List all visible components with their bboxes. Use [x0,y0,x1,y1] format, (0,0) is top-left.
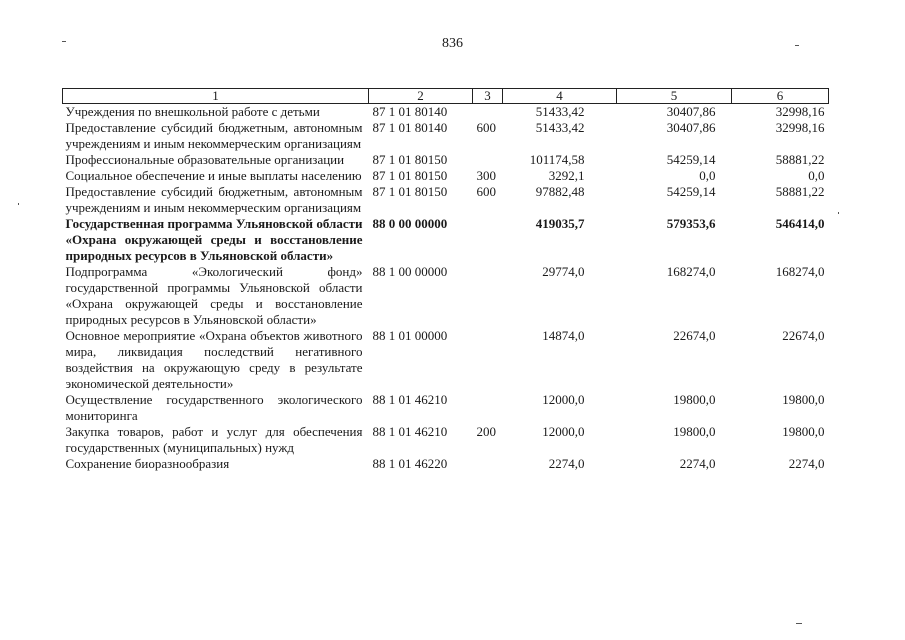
row-expense-type: 300 [476,168,496,183]
scan-speck [838,212,839,214]
row-value-col4: 14874,0 [542,328,585,343]
row-value-col6: 546414,0 [775,216,825,231]
row-name: Закупка товаров, работ и услуг для обеспечения государственных (муниципальных) нужд [65,424,363,455]
row-value-col4: 101174,58 [529,152,585,167]
row-code: 88 1 00 00000 [372,264,448,279]
row-value-col4: 12000,0 [542,392,585,407]
row-value-col4: 51433,42 [535,120,585,135]
row-name: Подпрограмма «Экологический фонд» государственной программы Ульяновской области «Охрана окружающей среды и восстановление природных ресурсов в Ульяновской области» [65,264,363,327]
row-value-col6: 32998,16 [775,120,825,135]
row-expense-type: 200 [476,424,496,439]
header-col-3: 3 [473,89,503,104]
header-col-1: 1 [63,89,369,104]
row-name: Профессиональные образовательные организации [65,152,345,167]
table-row [63,120,829,152]
row-expense-type [473,152,503,168]
row-value-col5: 54259,14 [666,152,716,167]
row-value-col5: 54259,14 [666,184,716,199]
table-row [63,328,829,392]
row-value-col5: 19800,0 [673,424,716,439]
row-expense-type [473,328,503,392]
row-value-col4: 419035,7 [535,216,585,231]
table-row [63,456,829,472]
row-code: 88 1 01 46210 [372,392,448,407]
row-value-col6: 0,0 [808,168,825,183]
row-name: Государственная программа Ульяновской области «Охрана окружающей среды и восстановление природных ресурсов в Ульяновской области» [65,216,363,263]
row-value-col5: 579353,6 [666,216,716,231]
row-value-col5: 2274,0 [679,456,716,471]
table-row [63,216,829,264]
row-value-col5: 30407,86 [666,104,716,119]
row-value-col5: 168274,0 [666,264,716,279]
header-col-6: 6 [732,89,829,104]
row-expense-type [473,264,503,328]
row-value-col4: 12000,0 [542,424,585,439]
row-name: Основное мероприятие «Охрана объектов животного мира, ликвидация последствий негативного воздействия на окружающую среду в результате экономической деятельности» [65,328,363,391]
row-name: Учреждения по внешкольной работе с детьми [65,104,320,119]
row-code: 88 0 00 00000 [372,216,448,231]
row-expense-type: 600 [476,120,496,135]
row-value-col4: 2274,0 [548,456,585,471]
row-name: Предоставление субсидий бюджетным, автономным учреждениям и иным некоммерческим организациям [65,120,363,151]
row-code: 87 1 01 80150 [372,168,448,183]
row-value-col6: 168274,0 [775,264,825,279]
row-code: 87 1 01 80150 [372,152,448,167]
row-code: 87 1 01 80150 [372,184,448,199]
row-expense-type [473,104,503,121]
row-value-col4: 51433,42 [535,104,585,119]
table-row [63,184,829,216]
row-code: 88 1 01 46210 [372,424,448,439]
scan-speck [795,45,799,46]
row-code: 88 1 01 46220 [372,456,448,471]
row-name: Предоставление субсидий бюджетным, автономным учреждениям и иным некоммерческим организациям [65,184,363,215]
row-name: Осуществление государственного экологического мониторинга [65,392,363,423]
row-value-col4: 97882,48 [535,184,585,199]
row-value-col4: 3292,1 [548,168,585,183]
row-value-col6: 58881,22 [775,152,825,167]
header-col-4: 4 [503,89,617,104]
row-expense-type: 600 [476,184,496,199]
row-value-col4: 29774,0 [542,264,585,279]
row-value-col5: 22674,0 [673,328,716,343]
table-row [63,392,829,424]
row-value-col5: 30407,86 [666,120,716,135]
row-code: 87 1 01 80140 [372,104,448,119]
table-row [63,152,829,168]
table-row [63,264,829,328]
row-value-col6: 58881,22 [775,184,825,199]
table-header-row [63,89,829,104]
row-code: 87 1 01 80140 [372,120,448,135]
row-value-col6: 22674,0 [782,328,825,343]
scan-speck [796,623,802,624]
header-col-5: 5 [617,89,732,104]
scan-speck [18,203,19,205]
row-name: Сохранение биоразнообразия [65,456,230,471]
row-value-col5: 0,0 [699,168,716,183]
row-name: Социальное обеспечение и иные выплаты населению [65,168,362,183]
row-value-col6: 32998,16 [775,104,825,119]
table-row [63,104,829,121]
table-row [63,168,829,184]
scan-speck [62,41,66,42]
row-value-col6: 2274,0 [788,456,825,471]
row-value-col5: 19800,0 [673,392,716,407]
header-col-2: 2 [369,89,473,104]
row-code: 88 1 01 00000 [372,328,448,343]
row-value-col6: 19800,0 [782,392,825,407]
row-expense-type [473,392,503,424]
table-row [63,424,829,456]
row-value-col6: 19800,0 [782,424,825,439]
page-number: 836 [442,36,463,51]
row-expense-type [473,456,503,472]
row-expense-type [473,216,503,264]
budget-table [62,88,829,472]
